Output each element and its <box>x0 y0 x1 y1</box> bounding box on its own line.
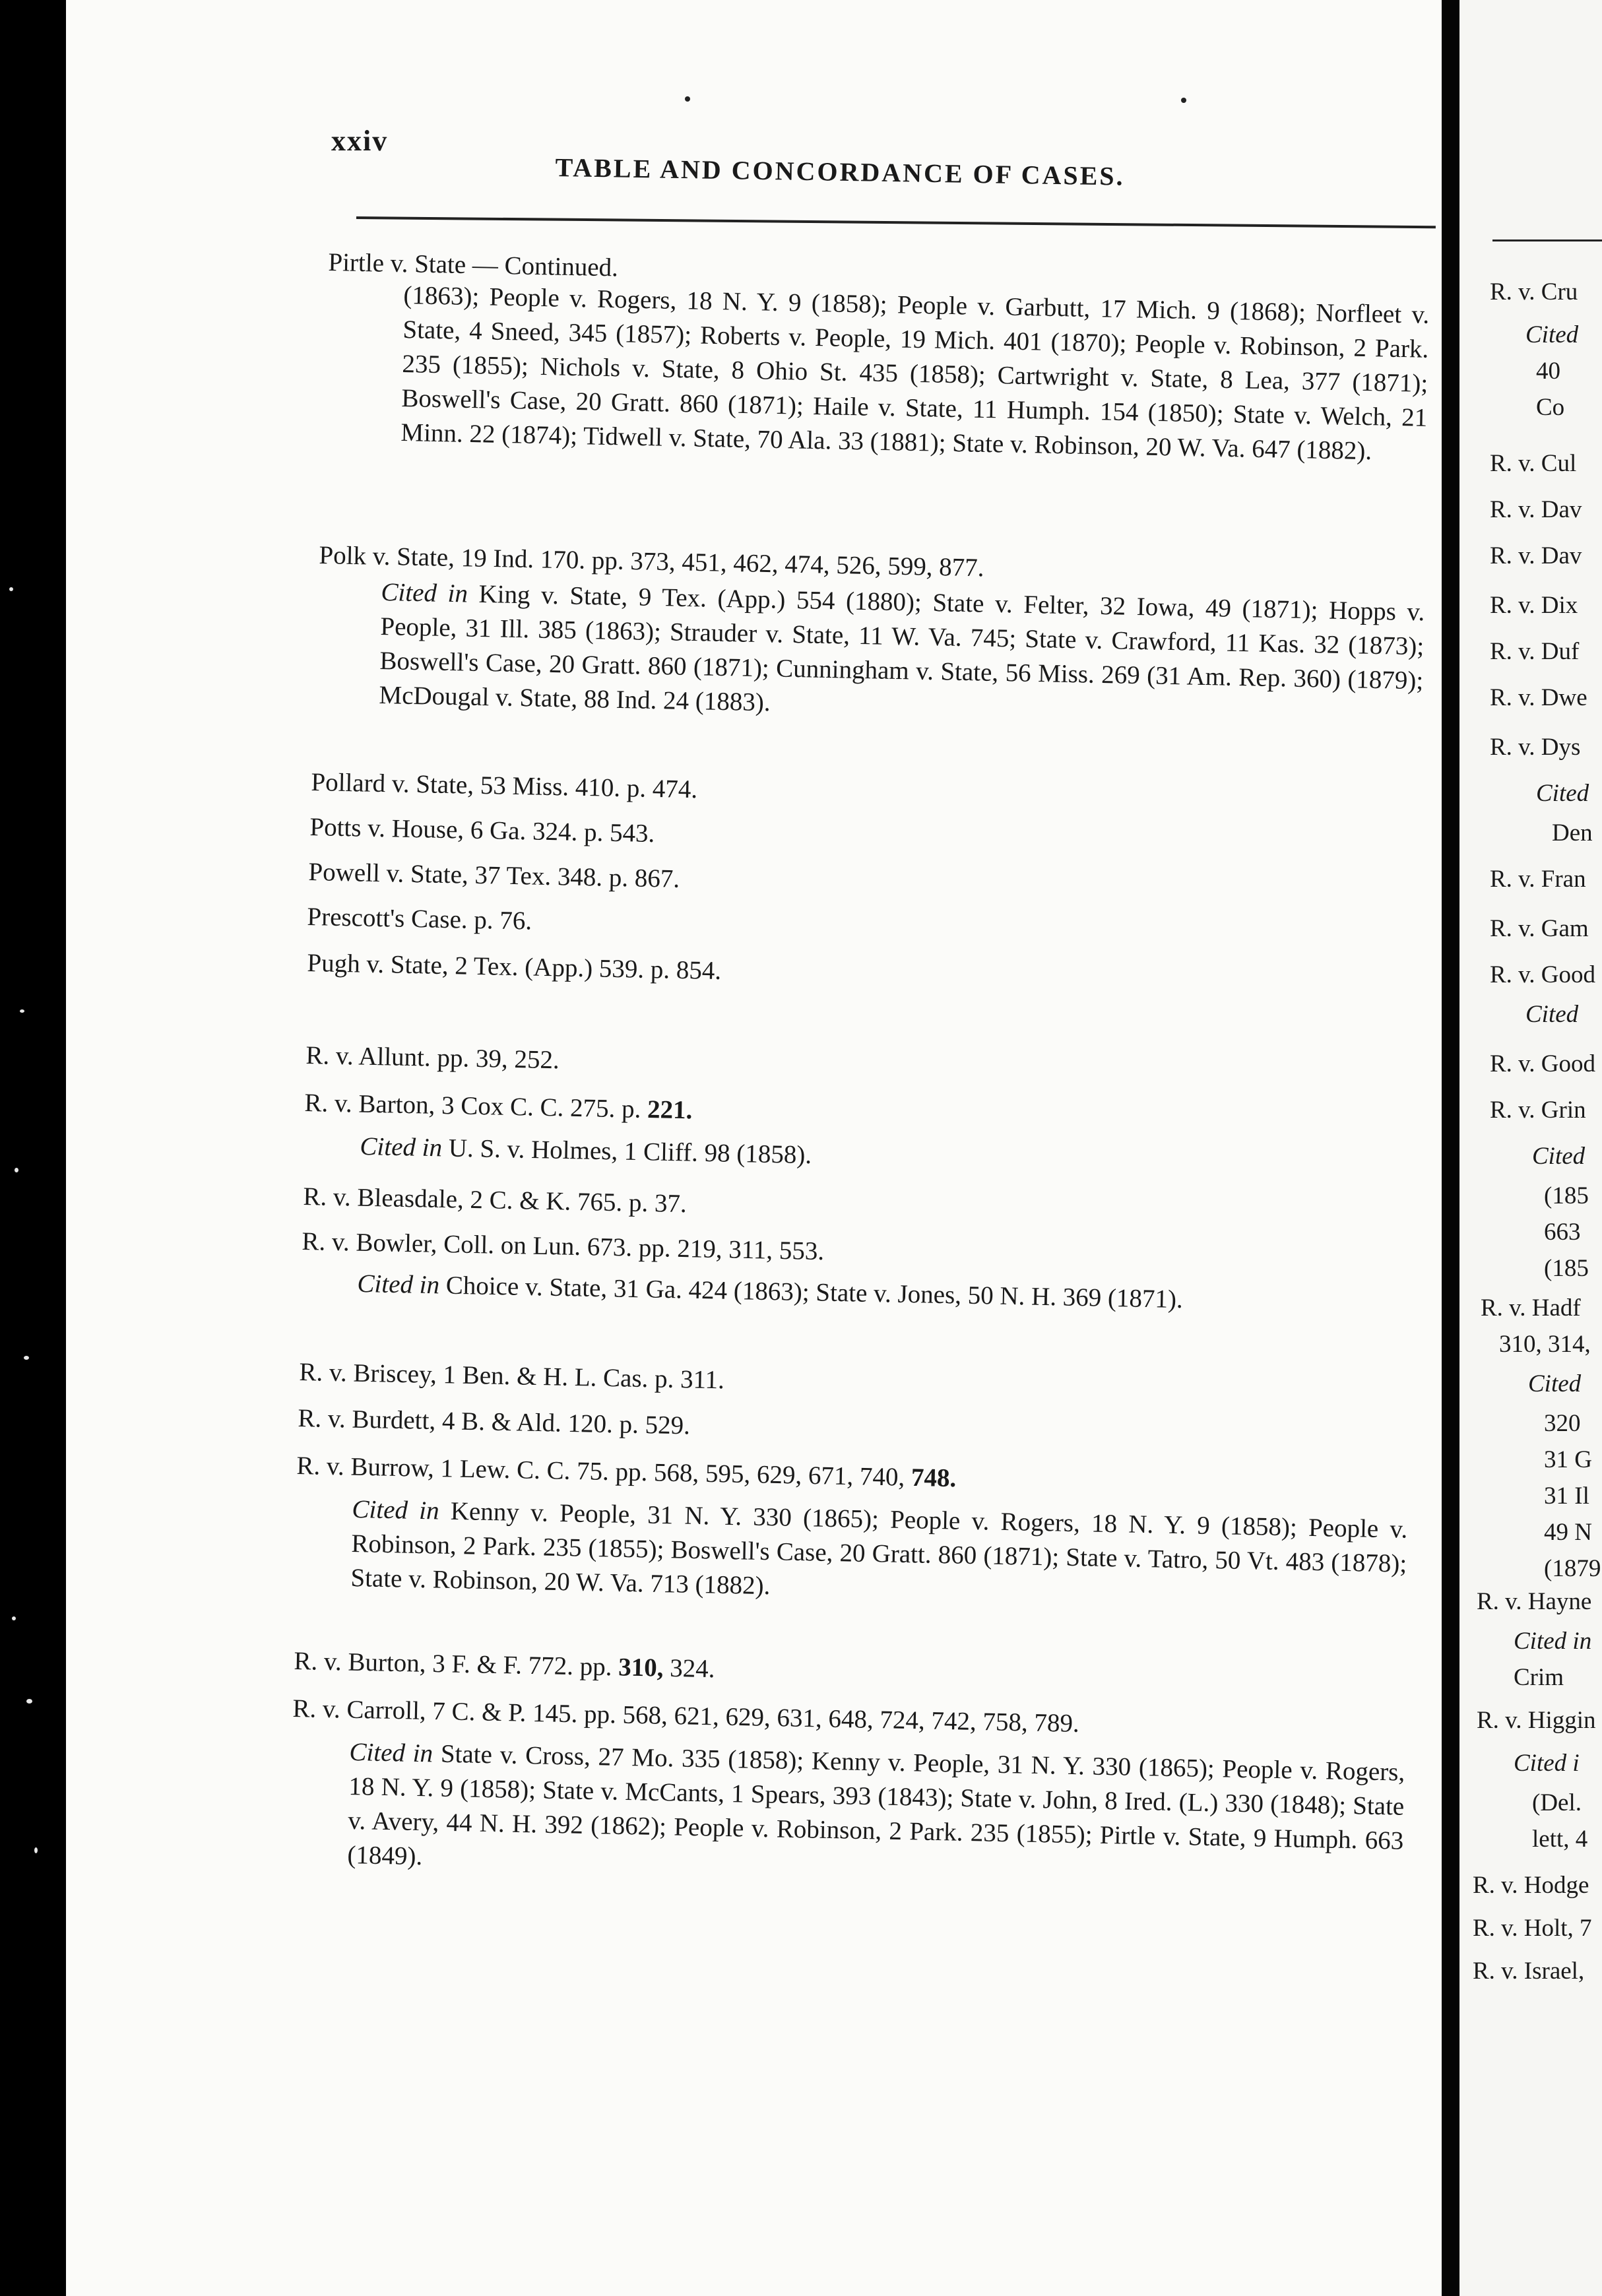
citation-text: U. S. v. Holmes, 1 Cliff. 98 (1858). <box>448 1133 812 1170</box>
cited-in-label: Cited in <box>349 1737 433 1768</box>
cited-in-label: Cited in <box>381 577 468 608</box>
right-page-line: 320 <box>1544 1410 1581 1437</box>
right-page-line: 663 <box>1544 1219 1581 1246</box>
right-page-line: Cited <box>1525 1001 1579 1028</box>
case-entry: Powell v. State, 37 Tex. 348. p. 867. <box>308 857 680 893</box>
citation-block <box>400 278 1430 470</box>
right-page-line: R. v. Holt, 7 <box>1473 1915 1592 1942</box>
case-entry: R. v. Bowler, Coll. on Lun. 673. pp. 219, 311, 553. <box>302 1227 825 1266</box>
right-page-line: R. v. Good <box>1490 961 1595 988</box>
case-entry: R. v. Allunt. pp. 39, 252. <box>305 1040 560 1075</box>
right-page-line: R. v. Good <box>1490 1050 1595 1077</box>
header-rule <box>1492 239 1602 241</box>
citation-block <box>350 1492 1408 1616</box>
right-page <box>1459 0 1602 2296</box>
case-entry: Pollard v. State, 53 Miss. 410. p. 474. <box>311 767 698 804</box>
page-number: xxiv <box>331 125 389 157</box>
left-margin-background <box>0 0 66 2296</box>
right-page-line: R. v. Dys <box>1490 734 1581 761</box>
case-entry: R. v. Bleasdale, 2 C. & K. 765. p. 37. <box>303 1182 688 1219</box>
citation-block <box>360 1130 1416 1184</box>
case-entry: Pirtle v. State — Continued. <box>328 247 619 282</box>
right-page-line: 40 <box>1536 358 1560 385</box>
case-entry: R. v. Carroll, 7 C. & P. 145. pp. 568, 621, 629, 631, 648, 724, 742, 758, 789. <box>292 1694 1080 1738</box>
citation-text: State v. Cross, 27 Mo. 335 (1858); Kenny v. People, 31 N. Y. 330 (1865); People v. Rogers, 18 N. Y. 9 (1858); State v. McCants, 1 Spears, 393 (1843); State v. John, 8 Ired. (L.) 330 (1848); State v. Avery, 44 N. H. 392 (1862); People v. Robinson, 2 Park. 235 (1855); Pirtle v. State, 9 Humph. 663 (1849). <box>347 1739 1405 1871</box>
entry-text: R. v. Barton, 3 Cox C. C. 275. p. <box>304 1088 641 1124</box>
case-entry: Prescott's Case. p. 76. <box>307 902 532 936</box>
right-page-line: R. v. Duf <box>1490 638 1580 665</box>
case-table <box>66 0 1442 2296</box>
case-entry <box>296 1449 957 1496</box>
right-page-line: 49 N <box>1544 1519 1592 1546</box>
right-page-line: Cited <box>1536 780 1589 807</box>
citation-text: Kenny v. People, 31 N. Y. 330 (1865); People v. Rogers, 18 N. Y. 9 (1858); People v. Robinson, 2 Park. 235 (1855); Boswell's Case, 20 Gratt. 860 (1871); State v. Tatro, 50 Vt. 483 (1878); State v. Robinson, 20 W. Va. 713 (1882). <box>350 1496 1408 1601</box>
right-page-line: R. v. Dav <box>1490 496 1582 523</box>
case-entry: R. v. Briscey, 1 Ben. & H. L. Cas. p. 311. <box>299 1357 725 1395</box>
cited-in-label: Cited in <box>357 1269 440 1300</box>
right-page-line: Crim <box>1514 1664 1564 1691</box>
right-page-line: R. v. Dix <box>1490 592 1578 619</box>
right-page-line: R. v. Gam <box>1490 915 1589 942</box>
right-page-line: 31 Il <box>1544 1483 1589 1510</box>
principal-page: 748. <box>911 1463 957 1493</box>
right-page-line: Cited <box>1532 1143 1586 1170</box>
case-entry: Potts v. House, 6 Ga. 324. p. 543. <box>309 812 655 848</box>
left-page <box>66 0 1442 2296</box>
principal-page: 310, <box>618 1653 664 1682</box>
citation-text: King v. State, 9 Tex. (App.) 554 (1880); State v. Felter, 32 Iowa, 49 (1871); Hopps v. People, 31 Ill. 385 (1863); Strauder v. State, 11 W. Va. 745; State v. Crawford, 11 Kas. 32 (1873); Boswell's Case, 20 Gratt. 860 (1871); Cunningham v. State, 56 Miss. 269 (31 Am. Rep. 360) (1879); McDougal v. State, 88 Ind. 24 (1883). <box>379 579 1425 717</box>
right-page-line: R. v. Dav <box>1490 542 1582 569</box>
right-page-line: Cited <box>1525 321 1579 348</box>
right-page-line: R. v. Cru <box>1490 278 1578 305</box>
right-page-line: (Del. <box>1532 1789 1582 1816</box>
right-page-line: Den <box>1552 819 1593 846</box>
right-page-line: R. v. Hodge <box>1473 1872 1589 1899</box>
citation-block <box>379 575 1425 732</box>
right-page-line: (185 <box>1544 1255 1589 1282</box>
right-page-line: R. v. Fran <box>1490 866 1586 893</box>
right-page-line: Cited in <box>1514 1628 1592 1655</box>
cited-in-label: Cited in <box>360 1132 443 1163</box>
book-gutter <box>1442 0 1459 2296</box>
entry-text: R. v. Burrow, 1 Lew. C. C. 75. pp. 568, 595, 629, 671, 740, <box>296 1451 905 1492</box>
running-head: TABLE AND CONCORDANCE OF CASES. <box>555 152 1125 191</box>
right-page-line: R. v. Grin <box>1490 1097 1586 1124</box>
right-page-line: (185 <box>1544 1182 1589 1209</box>
right-page-line: R. v. Higgin <box>1477 1707 1596 1734</box>
right-page-line: Cited i <box>1514 1750 1580 1777</box>
right-page-line: R. v. Israel, <box>1473 1958 1585 1985</box>
case-entry: R. v. Burdett, 4 B. & Ald. 120. p. 529. <box>298 1403 691 1440</box>
right-page-line: lett, 4 <box>1532 1826 1588 1853</box>
right-page-line: Co <box>1536 394 1565 421</box>
right-page-line: R. v. Hadf <box>1481 1294 1581 1322</box>
right-page-line: R. v. Dwe <box>1490 684 1587 711</box>
entry-text: 324. <box>669 1653 715 1684</box>
right-page-line: R. v. Hayne <box>1477 1588 1592 1615</box>
citation-text: Choice v. State, 31 Ga. 424 (1863); State v. Jones, 50 N. H. 369 (1871). <box>445 1271 1184 1314</box>
case-entry <box>294 1644 715 1686</box>
right-page-line: R. v. Cul <box>1490 450 1577 477</box>
right-page-line: (1879 <box>1544 1555 1601 1582</box>
right-page-line: 310, 314, <box>1499 1331 1591 1358</box>
citation-block <box>357 1267 1410 1322</box>
case-entry <box>304 1086 693 1128</box>
cited-in-label: Cited in <box>352 1494 440 1525</box>
principal-page: 221. <box>647 1095 693 1125</box>
case-entry: Pugh v. State, 2 Tex. (App.) 539. p. 854. <box>307 948 722 986</box>
case-entry: Polk v. State, 19 Ind. 170. pp. 373, 451, 462, 474, 526, 599, 877. <box>319 540 984 583</box>
citation-block <box>347 1735 1405 1893</box>
citation-text: (1863); People v. Rogers, 18 N. Y. 9 (1858); People v. Garbutt, 17 Mich. 9 (1868); Norfleet v. State, 4 Sneed, 345 (1857); Roberts v. People, 19 Mich. 401 (1870); People v. Robinson, 2 Park. 235 (1855); Nichols v. State, 8 Ohio St. 435 (1858); Cartwright v. State, 8 Lea, 377 (1871); Boswell's Case, 20 Gratt. 860 (1871); Haile v. State, 11 Humph. 154 (1850); State v. Welch, 21 Minn. 22 (1874); Tidwell v. State, 70 Ala. 33 (1881); State v. Robinson, 20 W. Va. 647 (1882). <box>400 280 1430 466</box>
entry-text: R. v. Burton, 3 F. & F. 772. pp. <box>294 1646 612 1682</box>
right-page-line: 31 G <box>1544 1446 1592 1473</box>
right-page-line: Cited <box>1528 1370 1582 1397</box>
